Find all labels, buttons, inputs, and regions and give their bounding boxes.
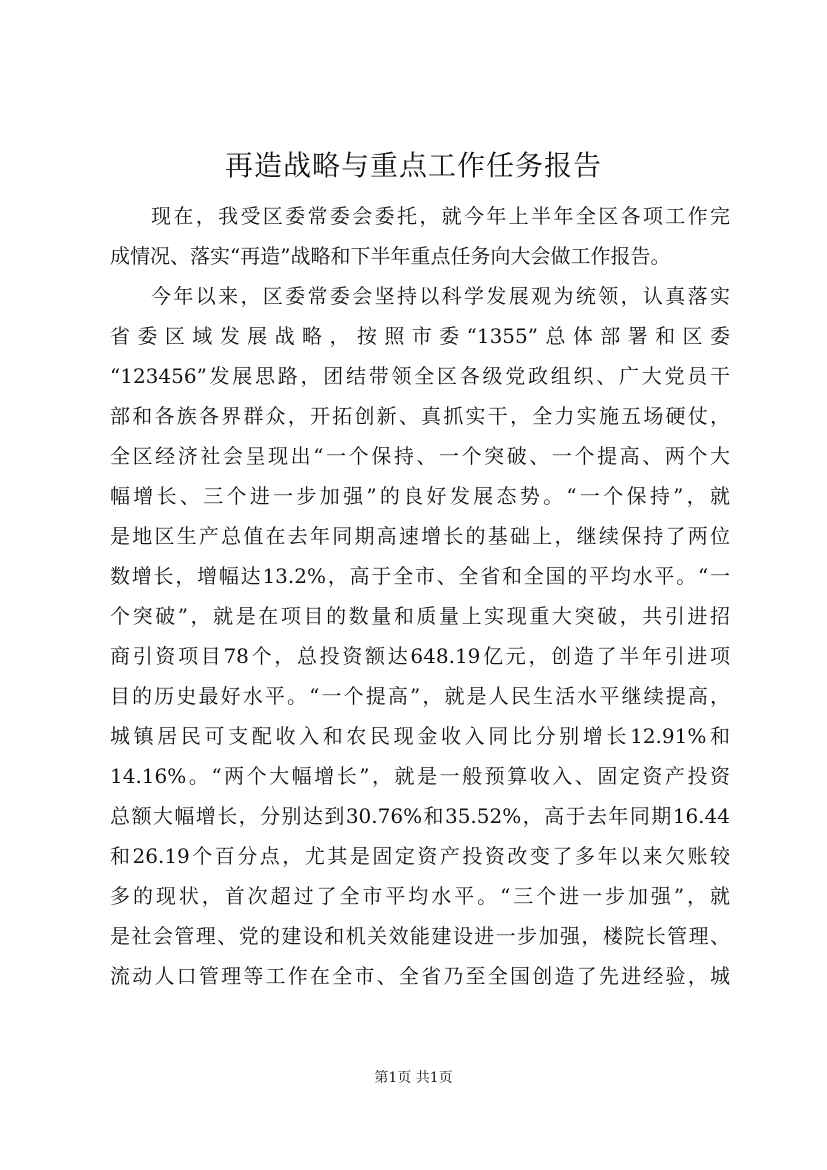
paragraph-line: 商引资项目78个，总投资额达648.19亿元，创造了半年引进项	[110, 644, 730, 668]
paragraph-line: 数增长，增幅达13.2%，高于全市、全省和全国的平均水平。“一	[110, 564, 730, 588]
paragraph-line: 全区经济社会呈现出“一个保持、一个突破、一个提高、两个大	[110, 444, 730, 468]
paragraph-line: 今年以来，区委常委会坚持以科学发展观为统领，认真落实	[151, 284, 730, 308]
paragraph-line: 成情况、落实“再造”战略和下半年重点任务向大会做工作报告。	[110, 244, 671, 268]
paragraph-line: “123456”发展思路，团结带领全区各级党政组织、广大党员干	[110, 364, 730, 388]
paragraph-line: 是社会管理、党的建设和机关效能建设进一步加强，楼院长管理、	[110, 924, 730, 948]
document-title: 再造战略与重点工作任务报告	[224, 149, 602, 182]
page-footer: 第1页 共1页	[374, 1070, 453, 1086]
document-body	[110, 196, 730, 996]
paragraph-line: 个突破”，就是在项目的数量和质量上实现重大突破，共引进招	[110, 604, 730, 628]
paragraph-line: 多的现状，首次超过了全市平均水平。“三个进一步加强”，就	[110, 884, 730, 908]
paragraph-line: 省委区域发展战略，按照市委“1355”总体部署和区委	[110, 324, 730, 348]
paragraph-line: 幅增长、三个进一步加强”的良好发展态势。“一个保持”，就	[110, 484, 730, 508]
paragraph-line: 是地区生产总值在去年同期高速增长的基础上，继续保持了两位	[110, 524, 730, 548]
paragraph-line: 目的历史最好水平。“一个提高”，就是人民生活水平继续提高，	[110, 684, 730, 708]
paragraph-line: 城镇居民可支配收入和农民现金收入同比分别增长12.91%和	[110, 724, 730, 748]
paragraph-line: 现在，我受区委常委会委托，就今年上半年全区各项工作完	[151, 204, 730, 228]
paragraph-line: 总额大幅增长，分别达到30.76%和35.52%，高于去年同期16.44	[110, 804, 730, 828]
paragraph-line: 和26.19个百分点，尤其是固定资产投资改变了多年以来欠账较	[110, 844, 730, 868]
paragraph-line: 14.16%。“两个大幅增长”，就是一般预算收入、固定资产投资	[110, 764, 730, 788]
paragraph-line: 部和各族各界群众，开拓创新、真抓实干，全力实施五场硬仗，	[110, 404, 730, 428]
paragraph-line: 流动人口管理等工作在全市、全省乃至全国创造了先进经验，城	[110, 964, 730, 988]
